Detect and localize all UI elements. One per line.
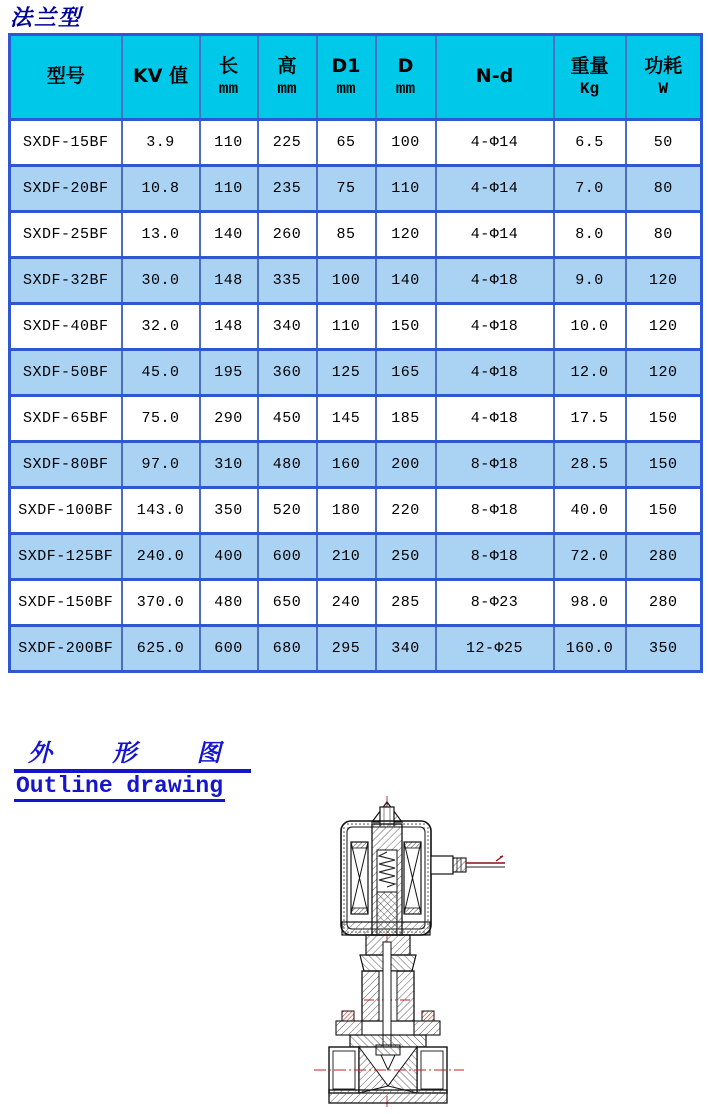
table-row — [10, 580, 702, 626]
value-cell: 650 — [258, 580, 317, 626]
value-cell: 6.5 — [554, 120, 626, 166]
value-cell: 150 — [626, 488, 702, 534]
model-cell: SXDF-50BF — [10, 350, 122, 396]
value-cell: 185 — [376, 396, 436, 442]
column-header-label: D1 — [331, 55, 361, 78]
value-cell: 12.0 — [554, 350, 626, 396]
table-header-row — [10, 35, 702, 120]
value-cell: 250 — [376, 534, 436, 580]
model-cell: SXDF-15BF — [10, 120, 122, 166]
value-cell: 32.0 — [122, 304, 200, 350]
page-title: 法兰型 — [10, 6, 83, 31]
value-cell: 520 — [258, 488, 317, 534]
value-cell: 100 — [376, 120, 436, 166]
value-cell: 72.0 — [554, 534, 626, 580]
value-cell: 350 — [626, 626, 702, 672]
column-header-unit: Kg — [579, 79, 600, 98]
value-cell: 4-Φ18 — [436, 258, 554, 304]
value-cell: 7.0 — [554, 166, 626, 212]
model-cell: SXDF-40BF — [10, 304, 122, 350]
column-header-3 — [258, 35, 317, 120]
table-row — [10, 534, 702, 580]
value-cell: 360 — [258, 350, 317, 396]
value-cell: 17.5 — [554, 396, 626, 442]
value-cell: 195 — [200, 350, 258, 396]
value-cell: 140 — [200, 212, 258, 258]
value-cell: 4-Φ14 — [436, 120, 554, 166]
value-cell: 85 — [317, 212, 376, 258]
value-cell: 600 — [200, 626, 258, 672]
value-cell: 4-Φ18 — [436, 304, 554, 350]
value-cell: 280 — [626, 534, 702, 580]
value-cell: 4-Φ14 — [436, 212, 554, 258]
value-cell: 12-Φ25 — [436, 626, 554, 672]
value-cell: 160.0 — [554, 626, 626, 672]
value-cell: 150 — [376, 304, 436, 350]
table-row — [10, 120, 702, 166]
value-cell: 8.0 — [554, 212, 626, 258]
value-cell: 625.0 — [122, 626, 200, 672]
value-cell: 50 — [626, 120, 702, 166]
flange-spec-table — [8, 33, 703, 673]
column-header-label: 长 — [218, 55, 238, 78]
model-cell: SXDF-125BF — [10, 534, 122, 580]
column-header-label: KV 值 — [132, 65, 189, 88]
value-cell: 75.0 — [122, 396, 200, 442]
value-cell: 120 — [376, 212, 436, 258]
value-cell: 28.5 — [554, 442, 626, 488]
value-cell: 110 — [200, 120, 258, 166]
value-cell: 210 — [317, 534, 376, 580]
outline-title-en: Outline drawing — [14, 773, 225, 802]
column-header-label: D — [397, 55, 414, 78]
value-cell: 225 — [258, 120, 317, 166]
column-header-unit: mm — [336, 79, 356, 98]
value-cell: 340 — [376, 626, 436, 672]
value-cell: 240 — [317, 580, 376, 626]
value-cell: 680 — [258, 626, 317, 672]
value-cell: 150 — [626, 396, 702, 442]
model-cell: SXDF-25BF — [10, 212, 122, 258]
column-header-label: 型号 — [46, 65, 85, 88]
value-cell: 8-Φ18 — [436, 534, 554, 580]
value-cell: 350 — [200, 488, 258, 534]
solenoid-valve-drawing-icon — [306, 794, 514, 1109]
value-cell: 45.0 — [122, 350, 200, 396]
table-row — [10, 488, 702, 534]
value-cell: 100 — [317, 258, 376, 304]
value-cell: 98.0 — [554, 580, 626, 626]
value-cell: 13.0 — [122, 212, 200, 258]
outline-title-cn: 外 形 图 — [14, 733, 251, 773]
value-cell: 4-Φ18 — [436, 350, 554, 396]
value-cell: 8-Φ23 — [436, 580, 554, 626]
value-cell: 148 — [200, 258, 258, 304]
value-cell: 110 — [376, 166, 436, 212]
table-row — [10, 212, 702, 258]
column-header-label: 高 — [277, 55, 297, 78]
column-header-6 — [436, 35, 554, 120]
outline-drawing-section — [14, 733, 251, 802]
column-header-2 — [200, 35, 258, 120]
value-cell: 9.0 — [554, 258, 626, 304]
value-cell: 240.0 — [122, 534, 200, 580]
value-cell: 160 — [317, 442, 376, 488]
value-cell: 165 — [376, 350, 436, 396]
model-cell: SXDF-80BF — [10, 442, 122, 488]
value-cell: 295 — [317, 626, 376, 672]
value-cell: 180 — [317, 488, 376, 534]
value-cell: 148 — [200, 304, 258, 350]
value-cell: 600 — [258, 534, 317, 580]
table-row — [10, 442, 702, 488]
value-cell: 4-Φ14 — [436, 166, 554, 212]
table-row — [10, 350, 702, 396]
value-cell: 120 — [626, 304, 702, 350]
model-cell: SXDF-200BF — [10, 626, 122, 672]
value-cell: 3.9 — [122, 120, 200, 166]
value-cell: 120 — [626, 350, 702, 396]
model-cell: SXDF-65BF — [10, 396, 122, 442]
value-cell: 75 — [317, 166, 376, 212]
column-header-0 — [10, 35, 122, 120]
value-cell: 80 — [626, 212, 702, 258]
value-cell: 65 — [317, 120, 376, 166]
column-header-unit: mm — [277, 79, 297, 98]
value-cell: 140 — [376, 258, 436, 304]
value-cell: 480 — [258, 442, 317, 488]
value-cell: 480 — [200, 580, 258, 626]
value-cell: 8-Φ18 — [436, 442, 554, 488]
value-cell: 110 — [200, 166, 258, 212]
value-cell: 450 — [258, 396, 317, 442]
column-header-unit: mm — [395, 79, 416, 98]
value-cell: 400 — [200, 534, 258, 580]
model-cell: SXDF-100BF — [10, 488, 122, 534]
model-cell: SXDF-20BF — [10, 166, 122, 212]
column-header-8 — [626, 35, 702, 120]
column-header-1 — [122, 35, 200, 120]
column-header-5 — [376, 35, 436, 120]
table-row — [10, 166, 702, 212]
value-cell: 260 — [258, 212, 317, 258]
table-row — [10, 626, 702, 672]
value-cell: 125 — [317, 350, 376, 396]
value-cell: 8-Φ18 — [436, 488, 554, 534]
value-cell: 150 — [626, 442, 702, 488]
value-cell: 120 — [626, 258, 702, 304]
value-cell: 290 — [200, 396, 258, 442]
column-header-unit: mm — [218, 79, 239, 98]
table-row — [10, 396, 702, 442]
column-header-4 — [317, 35, 376, 120]
value-cell: 143.0 — [122, 488, 200, 534]
value-cell: 340 — [258, 304, 317, 350]
value-cell: 280 — [626, 580, 702, 626]
model-cell: SXDF-150BF — [10, 580, 122, 626]
value-cell: 200 — [376, 442, 436, 488]
column-header-7 — [554, 35, 626, 120]
model-cell: SXDF-32BF — [10, 258, 122, 304]
value-cell: 10.8 — [122, 166, 200, 212]
value-cell: 220 — [376, 488, 436, 534]
column-header-label: 功耗 — [644, 55, 683, 78]
valve-cross-section-drawing — [306, 794, 514, 1109]
value-cell: 97.0 — [122, 442, 200, 488]
value-cell: 30.0 — [122, 258, 200, 304]
value-cell: 285 — [376, 580, 436, 626]
value-cell: 4-Φ18 — [436, 396, 554, 442]
value-cell: 145 — [317, 396, 376, 442]
column-header-unit: W — [658, 79, 669, 98]
column-header-label: 重量 — [570, 55, 609, 78]
value-cell: 335 — [258, 258, 317, 304]
value-cell: 80 — [626, 166, 702, 212]
value-cell: 370.0 — [122, 580, 200, 626]
value-cell: 10.0 — [554, 304, 626, 350]
value-cell: 310 — [200, 442, 258, 488]
table-row — [10, 258, 702, 304]
value-cell: 235 — [258, 166, 317, 212]
value-cell: 110 — [317, 304, 376, 350]
column-header-label: N-d — [475, 65, 514, 88]
table-row — [10, 304, 702, 350]
value-cell: 40.0 — [554, 488, 626, 534]
